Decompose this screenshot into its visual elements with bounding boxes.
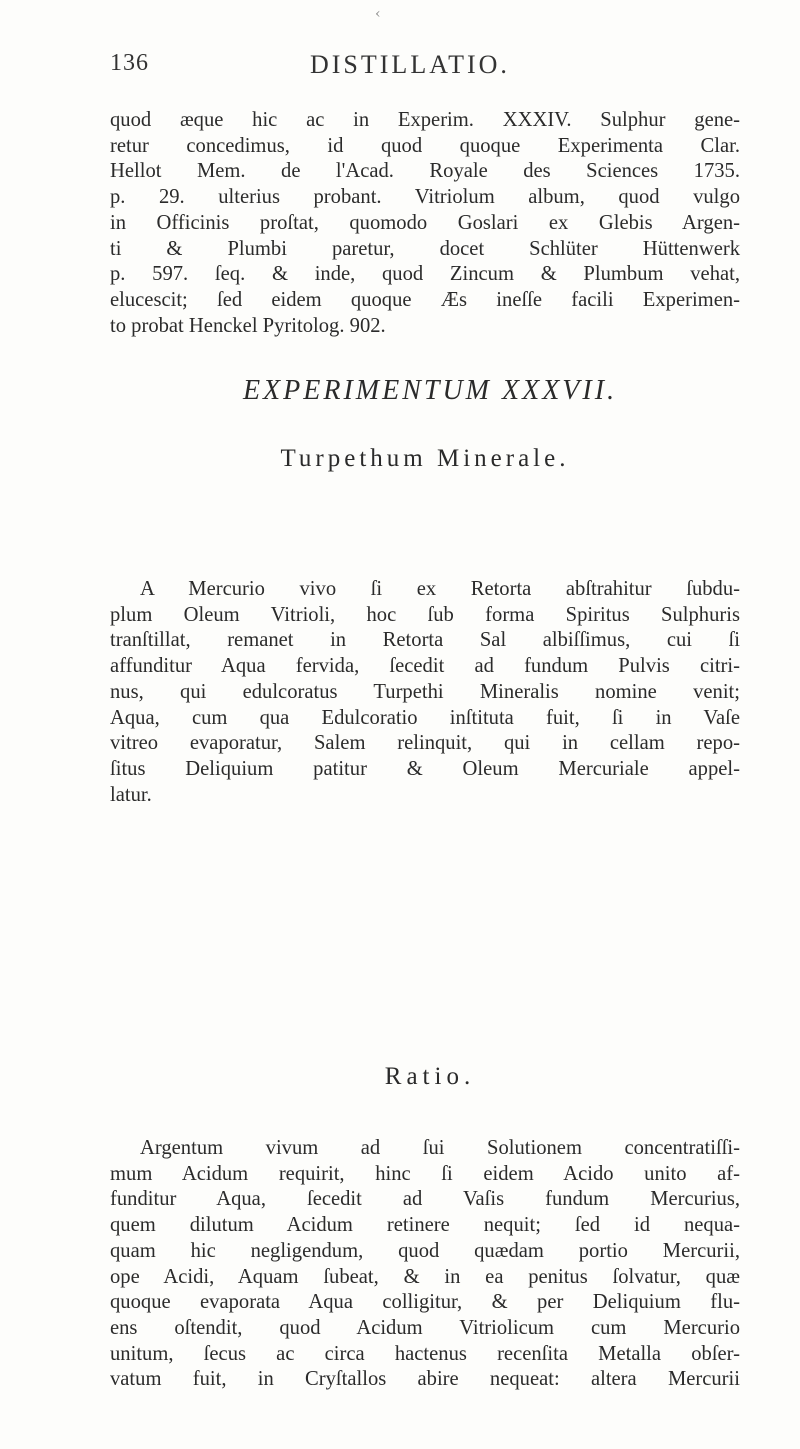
text-line: vatum fuit, in Cryſtallos abire nequeat: altera Mercurii	[110, 1368, 740, 1391]
text-line: quoque evaporata Aqua colligitur, & per Deliquium flu-	[110, 1291, 740, 1314]
text-line: mum Acidum requirit, hinc ſi eidem Acido unito af-	[110, 1162, 740, 1185]
text-line: A Mercurio vivo ſi ex Retorta abſtrahitur ſubdu-	[140, 578, 740, 600]
text-line: ti & Plumbi paretur, docet Schlüter Hüttenwerk	[110, 237, 740, 260]
paragraph-2	[110, 577, 740, 808]
text-line: ens oſtendit, quod Acidum Vitriolicum cum Mercurio	[110, 1316, 740, 1339]
text-line: tranſtillat, remanet in Retorta Sal albiſſimus, cui ſi	[110, 629, 740, 652]
text-line: plum Oleum Vitrioli, hoc ſub forma Spiritus Sulphuris	[110, 603, 740, 626]
text-line: nus, qui edulcoratus Turpethi Mineralis nomine venit;	[110, 680, 740, 703]
text-line: retur concedimus, id quod quoque Experimenta Clar.	[110, 134, 740, 157]
text-line: Aqua, cum qua Edulcoratio inſtituta fuit, ſi in Vaſe	[110, 706, 740, 729]
text-line: Argentum vivum ad ſui Solutionem concentratiſſi-	[140, 1137, 740, 1159]
text-line: unitum, ſecus ac circa hactenus recenſita Metalla obſer-	[110, 1342, 740, 1365]
experiment-subtitle: Turpethum Minerale.	[280, 445, 570, 472]
ratio-title: Ratio.	[384, 1063, 476, 1090]
paragraph-1	[110, 108, 740, 339]
top-mark: ‹	[375, 6, 381, 22]
text-line: affunditur Aqua fervida, ſecedit ad fundum Pulvis citri-	[110, 655, 740, 678]
text-line: elucescit; ſed eidem quoque Æs ineſſe facili Experimen-	[110, 288, 740, 311]
text-line: in Officinis proſtat, quomodo Goslari ex Glebis Argen-	[110, 211, 740, 234]
page-number: 136	[110, 50, 149, 76]
text-line: vitreo evaporatur, Salem relinquit, qui in cellam repo-	[110, 732, 740, 755]
text-line: ſitus Deliquium patitur & Oleum Mercuriale appel-	[110, 757, 740, 780]
paragraph-3	[110, 1136, 740, 1393]
text-line: quod æque hic ac in Experim. XXXIV. Sulphur gene-	[110, 109, 740, 131]
text-line: to probat Henckel Pyritolog. 902.	[110, 314, 386, 337]
text-line: ope Acidi, Aquam ſubeat, & in ea penitus ſolvatur, quæ	[110, 1265, 740, 1288]
text-line: quem dilutum Acidum retinere nequit; ſed id nequa-	[110, 1214, 740, 1237]
running-head: DISTILLATIO.	[310, 50, 510, 79]
text-line: quam hic negligendum, quod quædam portio Mercurii,	[110, 1239, 740, 1262]
text-line: p. 29. ulterius probant. Vitriolum album, quod vulgo	[110, 186, 740, 209]
text-line: funditur Aqua, ſecedit ad Vaſis fundum Mercurius,	[110, 1188, 740, 1211]
text-line: Hellot Mem. de l'Acad. Royale des Sciences 1735.	[110, 160, 740, 183]
text-line: p. 597. ſeq. & inde, quod Zincum & Plumbum vehat,	[110, 263, 740, 286]
page-header	[110, 50, 740, 90]
text-line: latur.	[110, 783, 152, 806]
experiment-title: EXPERIMENTUM XXXVII.	[242, 375, 618, 406]
